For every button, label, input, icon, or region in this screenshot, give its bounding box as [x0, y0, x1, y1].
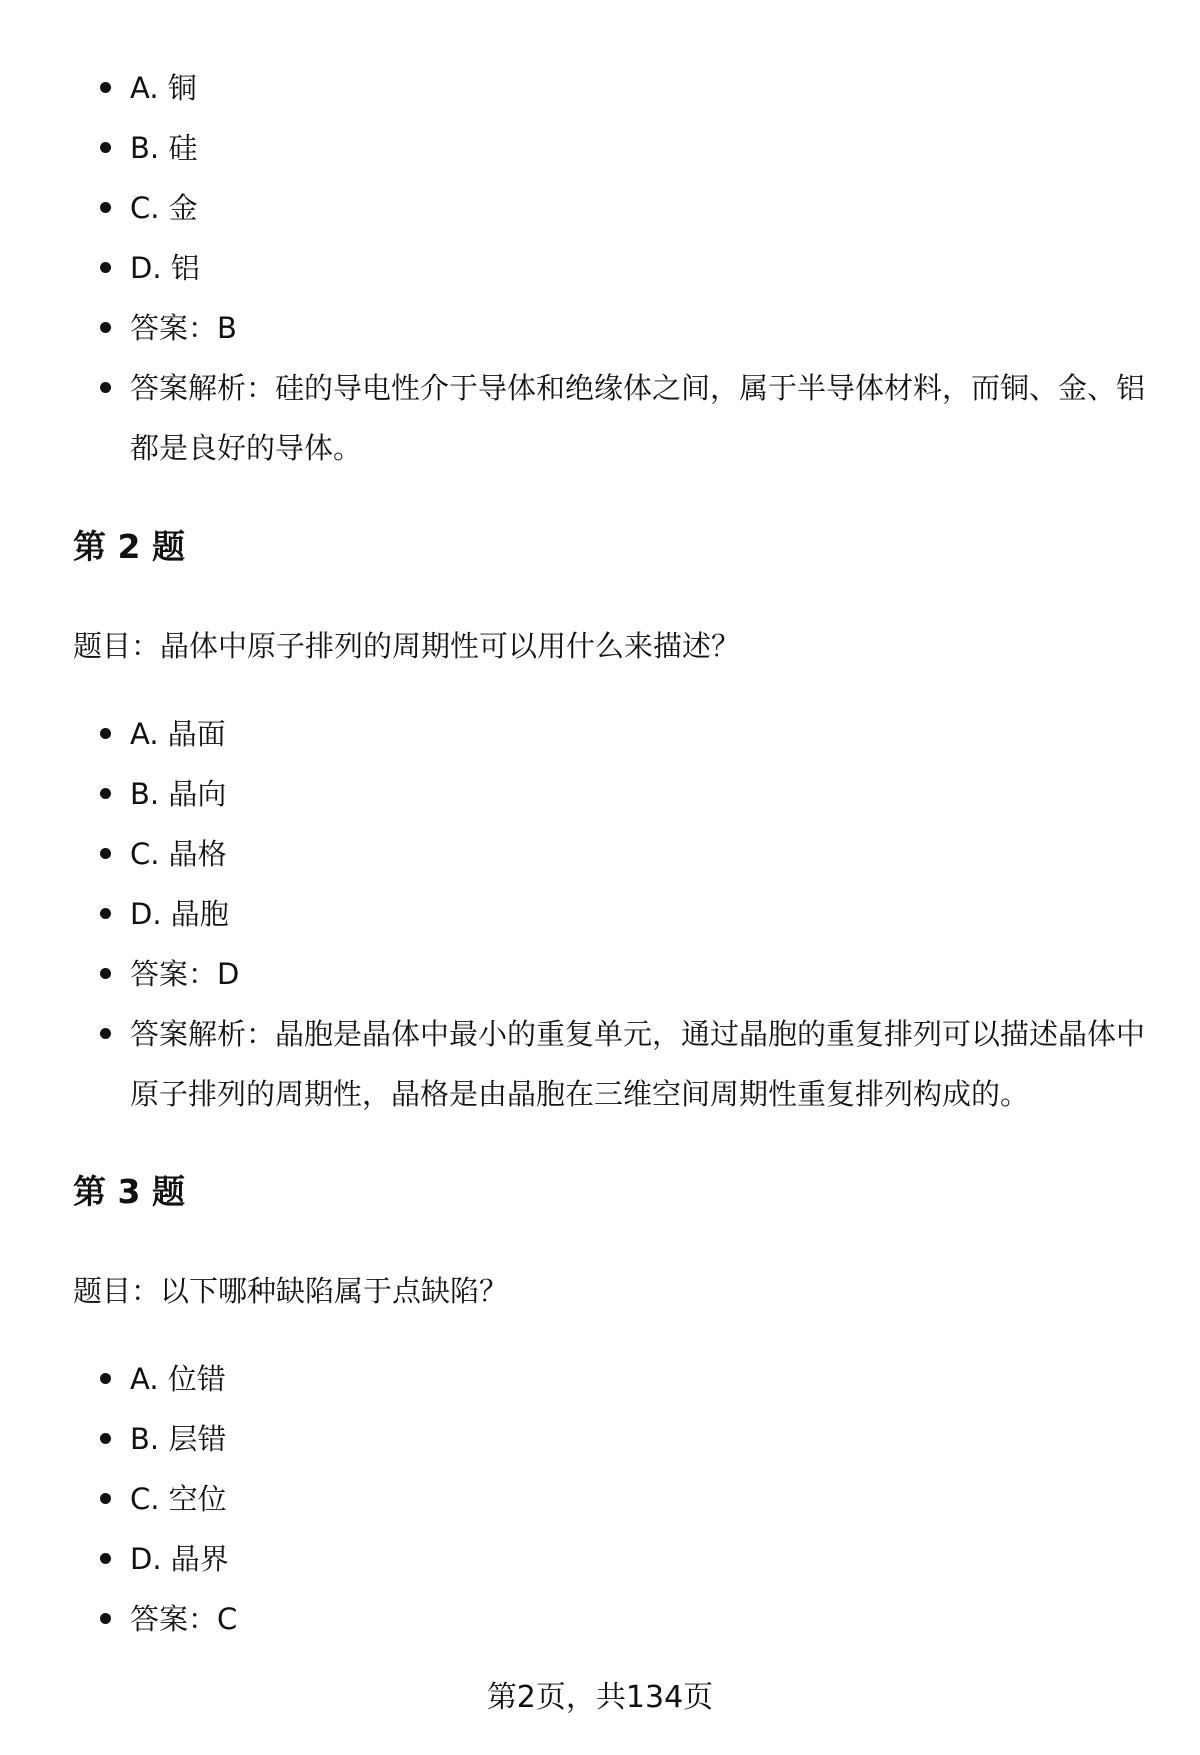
q3-option-a: A. 位错	[96, 1349, 1146, 1409]
q3-heading: 第 3 题	[73, 1172, 185, 1211]
q1-answer: 答案：B	[96, 298, 1146, 358]
q2-option-d: D. 晶胞	[96, 884, 1146, 944]
page-number-footer: 第2页，共134页	[486, 1680, 714, 1715]
q3-option-b: B. 层错	[96, 1409, 1146, 1469]
q3-option-list	[96, 1349, 1146, 1649]
q2-explanation: 答案解析：晶胞是晶体中最小的重复单元，通过晶胞的重复排列可以描述晶体中原子排列的周期性，晶格是由晶胞在三维空间周期性重复排列构成的。	[96, 1004, 1146, 1124]
q1-option-a: A. 铜	[96, 58, 1146, 118]
q3-stem: 题目：以下哪种缺陷属于点缺陷？	[73, 1274, 509, 1308]
q1-explanation: 答案解析：硅的导电性介于导体和绝缘体之间，属于半导体材料，而铜、金、铝都是良好的导体。	[96, 358, 1146, 478]
q2-option-list	[96, 704, 1146, 1124]
q2-heading: 第 2 题	[73, 527, 185, 566]
q1-option-d: D. 铝	[96, 238, 1146, 298]
q2-option-b: B. 晶向	[96, 764, 1146, 824]
q1-option-b: B. 硅	[96, 118, 1146, 178]
q3-option-d: D. 晶界	[96, 1529, 1146, 1589]
q2-answer: 答案：D	[96, 944, 1146, 1004]
q2-option-c: C. 晶格	[96, 824, 1146, 884]
q2-stem: 题目：晶体中原子排列的周期性可以用什么来描述？	[73, 629, 741, 663]
q3-answer: 答案：C	[96, 1589, 1146, 1649]
q2-option-a: A. 晶面	[96, 704, 1146, 764]
q1-option-c: C. 金	[96, 178, 1146, 238]
q3-option-c: C. 空位	[96, 1469, 1146, 1529]
q1-option-list	[96, 58, 1146, 478]
